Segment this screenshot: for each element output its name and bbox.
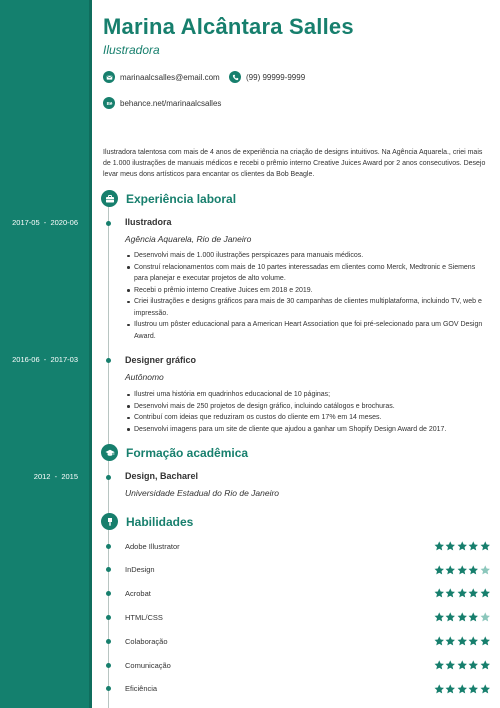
accent-divider [89, 0, 92, 708]
skill-rating [433, 588, 491, 599]
star-icon [468, 636, 479, 647]
star-icon [457, 541, 468, 552]
job-1-title: Ilustradora [125, 217, 172, 227]
skill-row [106, 565, 490, 575]
contact-phone[interactable] [229, 71, 305, 83]
svg-text:Bē: Bē [106, 100, 112, 106]
section-experience-header [101, 190, 236, 207]
skill-row [106, 541, 490, 551]
timeline-dot [106, 221, 111, 226]
skill-rating [433, 660, 491, 671]
education-1-school: Universidade Estadual do Rio de Janeiro [125, 488, 280, 498]
star-icon [468, 612, 479, 623]
star-icon [445, 660, 456, 671]
star-icon [480, 636, 491, 647]
timeline-dot [106, 567, 111, 572]
skill-name: Adobe Illustrator [125, 541, 180, 551]
job-2-title: Designer gráfico [125, 355, 197, 365]
phone-text: (99) 99999-9999 [246, 72, 306, 82]
star-icon [434, 565, 445, 576]
star-icon [480, 660, 491, 671]
job-1-bullets [125, 250, 490, 342]
email-icon [103, 71, 115, 83]
skill-row [106, 636, 490, 646]
graduation-cap-icon [101, 444, 118, 461]
star-icon [457, 684, 468, 695]
job-2-company: Autônomo [125, 372, 164, 382]
star-icon [468, 588, 479, 599]
star-icon [434, 636, 445, 647]
list-item: Recebi o prêmio interno Creative Juices em 2018 e 2019. [125, 285, 490, 297]
list-item: Desenvolvi mais de 250 projetos de design gráfico, incluindo catálogos e brochuras. [125, 401, 490, 413]
star-icon [480, 588, 491, 599]
list-item: Ilustrei uma história em quadrinhos educacional de 10 páginas; [125, 389, 490, 401]
star-icon [457, 660, 468, 671]
star-icon [480, 541, 491, 552]
education-1-dates: 2012 - 2015 [33, 472, 78, 481]
star-icon [445, 684, 456, 695]
timeline-dot [106, 663, 111, 668]
skill-row [106, 612, 490, 622]
star-icon [445, 588, 456, 599]
skill-rating [433, 565, 491, 576]
briefcase-icon [101, 190, 118, 207]
section-skills-title: Habilidades [126, 514, 194, 529]
star-icon [434, 541, 445, 552]
section-experience-title: Experiência laboral [126, 191, 237, 206]
skill-name: HTML/CSS [125, 612, 163, 622]
skill-rating [433, 636, 491, 647]
job-2-bullets [125, 389, 490, 435]
list-item: Desenvolvi imagens para um site de cliente que ajudou a ganhar um Shopify Design Award de 2017. [125, 424, 490, 436]
job-1-dates: 2017-05 - 2020-06 [12, 218, 78, 227]
star-icon [434, 612, 445, 623]
star-icon [457, 636, 468, 647]
timeline-dot [106, 544, 111, 549]
person-name: Marina Alcântara Salles [103, 14, 354, 39]
star-icon [445, 541, 456, 552]
skill-name: Acrobat [125, 589, 151, 599]
list-item: Desenvolvi mais de 1.000 ilustrações perspicazes para manuais médicos. [125, 250, 490, 262]
star-icon [434, 684, 445, 695]
education-1-degree: Design, Bacharel [125, 471, 199, 481]
star-icon [445, 636, 456, 647]
section-education-title: Formação acadêmica [126, 445, 249, 460]
list-item: Construí relacionamentos com mais de 10 partes interessadas em clientes como Merck, Medtronic e Siemens para planejar e executar projetos de alto volume. [125, 262, 490, 285]
section-skills-header [101, 513, 193, 530]
phone-icon [229, 71, 241, 83]
brush-icon [101, 513, 118, 530]
timeline-dot [106, 475, 111, 480]
list-item: Ilustrou um pôster educacional para a American Heart Association que foi pré-selecionado para um GOV Design Award. [125, 319, 490, 342]
timeline-dot [106, 686, 111, 691]
star-icon [468, 660, 479, 671]
star-icon [445, 612, 456, 623]
list-item: Criei ilustrações e designs gráficos para mais de 30 campanhas de clientes multiplataforma, incluindo TV, web e impressão. [125, 296, 490, 319]
behance-icon [103, 97, 115, 109]
star-icon [480, 565, 491, 576]
skill-name: Comunicação [125, 660, 171, 670]
portfolio-text: behance.net/marinaalcsalles [120, 98, 222, 108]
star-icon [434, 588, 445, 599]
star-icon [468, 541, 479, 552]
star-icon [457, 588, 468, 599]
sidebar [0, 0, 89, 708]
job-1-company: Agência Aquarela, Rio de Janeiro [125, 234, 252, 244]
email-text: marinaalcsalles@email.com [120, 72, 220, 82]
star-icon [480, 684, 491, 695]
star-icon [457, 565, 468, 576]
skill-name: Eficiência [125, 684, 158, 694]
job-2-dates: 2016-06 - 2017-03 [12, 355, 78, 364]
skill-row [106, 660, 490, 670]
skill-name: InDesign [125, 565, 155, 575]
timeline-dot [106, 358, 111, 363]
summary-text: Ilustradora talentosa com mais de 4 anos de experiência na criação de designs intuitivos. Na Agência Aquarela., criei mais de 1.000 ilustrações de manuais médicos e recebi o prêmio interno Creative Juices Award por 2 anos consecutivos. Desejo levar meus dons artísticos para encantar os clientes da Bob Beagle. [103, 149, 486, 178]
contact-portfolio[interactable] [103, 97, 221, 109]
star-icon [434, 660, 445, 671]
star-icon [480, 612, 491, 623]
timeline-dot [106, 591, 111, 596]
star-icon [457, 612, 468, 623]
star-icon [468, 684, 479, 695]
skill-name: Colaboração [125, 636, 168, 646]
star-icon [445, 565, 456, 576]
person-role: Ilustradora [103, 43, 160, 57]
skill-rating [433, 612, 491, 623]
timeline-dot [106, 639, 111, 644]
contact-email[interactable] [103, 71, 220, 83]
skill-rating [433, 541, 491, 552]
timeline-dot [106, 615, 111, 620]
section-education-header [101, 444, 248, 461]
star-icon [468, 565, 479, 576]
skill-rating [433, 684, 491, 695]
skill-row [106, 589, 490, 599]
skill-row [106, 684, 490, 694]
list-item: Contribuí com ideias que reduziram os custos do cliente em 17% em 14 meses. [125, 412, 490, 424]
